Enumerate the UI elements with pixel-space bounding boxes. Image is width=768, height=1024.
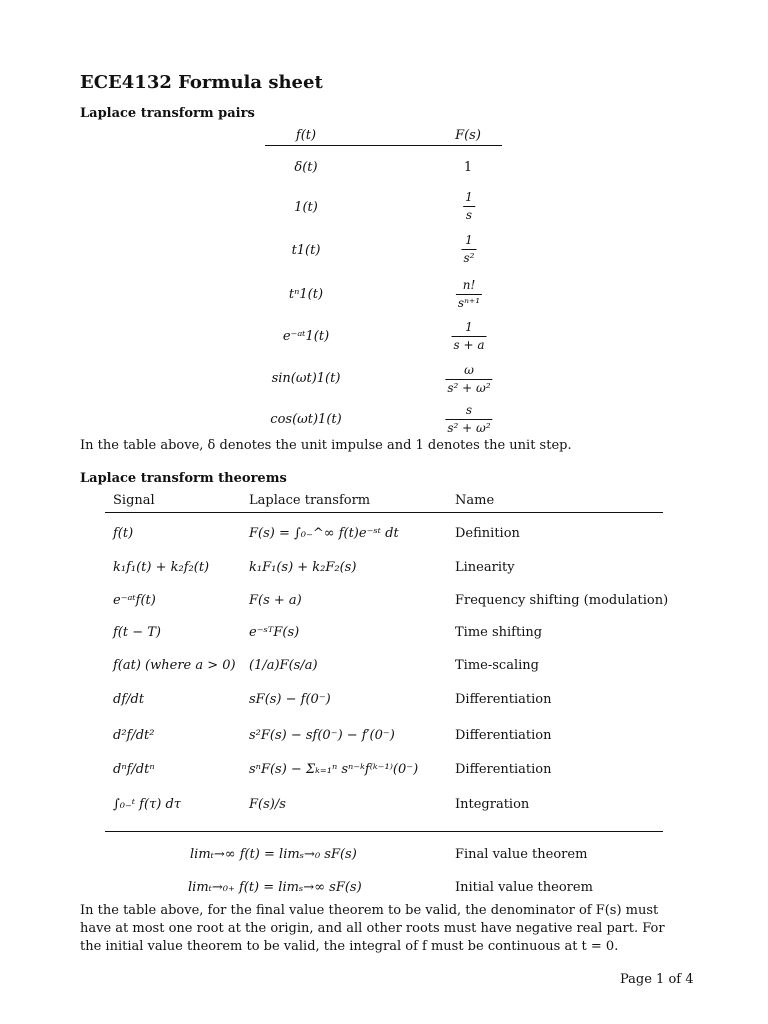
thm-name-8: Differentiation <box>455 762 552 777</box>
thm-name-3: Frequency shifting (modulation) <box>455 593 669 608</box>
page-footer: Page 1 of 4 <box>620 972 694 987</box>
theorems-col-lt: Laplace transform <box>249 493 371 508</box>
pair-ft-4: tⁿ1(t) <box>288 287 324 302</box>
thm-name-6: Differentiation <box>455 692 552 707</box>
pair-Fs-3 <box>462 233 477 265</box>
pair-Fs-5-num: 1 <box>465 320 473 334</box>
thm-signal-2: k₁f₁(t) + k₂f₂(t) <box>113 560 210 575</box>
pairs-heading: Laplace transform pairs <box>80 106 255 121</box>
thm-lt-4: e⁻ˢᵀF(s) <box>249 625 300 640</box>
page-title: ECE4132 Formula sheet <box>80 72 323 93</box>
final-value-expr: limₜ→∞ f(t) = limₛ→₀ sF(s) <box>190 847 357 862</box>
thm-signal-6: df/dt <box>113 692 145 707</box>
pair-Fs-4-den: sⁿ⁺¹ <box>457 296 481 310</box>
thm-name-1: Definition <box>455 526 520 541</box>
pair-Fs-4-num: n! <box>462 278 476 292</box>
thm-signal-4: f(t − T) <box>113 625 162 640</box>
thm-signal-8: dⁿf/dtⁿ <box>113 762 155 777</box>
pair-Fs-7 <box>445 403 492 435</box>
initial-value-name: Initial value theorem <box>455 880 593 895</box>
pair-Fs-5-den: s + a <box>453 338 485 352</box>
pair-Fs-6-den: s² + ω² <box>447 381 491 395</box>
thm-signal-5: f(at) (where a > 0) <box>113 658 236 673</box>
final-value-name: Final value theorem <box>455 847 588 862</box>
pair-Fs-2 <box>463 190 475 222</box>
thm-signal-7: d²f/dt² <box>113 728 155 743</box>
thm-name-4: Time shifting <box>455 625 543 640</box>
thm-name-2: Linearity <box>455 560 515 575</box>
pair-ft-7: cos(ωt)1(t) <box>270 412 342 427</box>
thm-signal-1: f(t) <box>113 526 134 541</box>
pair-Fs-6-num: ω <box>464 363 474 377</box>
pairs-col-Fs: F(s) <box>455 128 481 143</box>
thm-signal-9: ∫₀₋ᵗ f(τ) dτ <box>113 797 181 812</box>
theorems-col-signal: Signal <box>113 493 155 508</box>
pair-ft-5: e⁻ᵃᵗ1(t) <box>282 329 330 344</box>
thm-lt-9: F(s)/s <box>249 797 286 812</box>
pair-Fs-6 <box>445 363 492 395</box>
pair-Fs-7-num: s <box>465 403 473 417</box>
theorems-header-rule <box>105 512 663 513</box>
pair-ft-1: δ(t) <box>294 160 318 175</box>
pair-Fs-1: 1 <box>463 160 473 175</box>
pair-Fs-4 <box>456 278 482 310</box>
pair-ft-3: t1(t) <box>291 243 321 258</box>
thm-lt-5: (1/a)F(s/a) <box>249 658 318 673</box>
pair-Fs-2-den: s <box>465 208 473 222</box>
thm-name-5: Time-scaling <box>455 658 539 673</box>
thm-lt-6: sF(s) − f(0⁻) <box>249 692 331 707</box>
pair-Fs-2-num: 1 <box>465 190 473 204</box>
thm-lt-8: sⁿF(s) − Σₖ₌₁ⁿ sⁿ⁻ᵏf⁽ᵏ⁻¹⁾(0⁻) <box>249 762 419 777</box>
initial-value-expr: limₜ→₀₊ f(t) = limₛ→∞ sF(s) <box>188 880 362 895</box>
pair-Fs-7-den: s² + ω² <box>447 421 491 435</box>
thm-lt-7: s²F(s) − sf(0⁻) − f′(0⁻) <box>249 728 395 743</box>
theorems-heading: Laplace transform theorems <box>80 471 287 486</box>
pair-Fs-3-den: s² <box>463 251 475 265</box>
thm-name-9: Integration <box>455 797 530 812</box>
pair-Fs-3-num: 1 <box>465 233 473 247</box>
thm-lt-2: k₁F₁(s) + k₂F₂(s) <box>249 560 357 575</box>
pair-ft-2: 1(t) <box>294 200 318 215</box>
pairs-header-rule <box>265 145 502 146</box>
thm-signal-3: e⁻ᵃᵗf(t) <box>113 593 156 608</box>
theorems-col-name: Name <box>455 493 495 508</box>
pair-Fs-5 <box>452 320 487 352</box>
theorems-bottom-rule <box>105 831 663 832</box>
pairs-note: In the table above, δ denotes the unit impulse and 1 denotes the unit step. <box>80 438 572 453</box>
thm-lt-1: F(s) = ∫₀₋^∞ f(t)e⁻ˢᵗ dt <box>249 526 399 541</box>
thm-name-7: Differentiation <box>455 728 552 743</box>
pairs-col-ft: f(t) <box>295 128 317 143</box>
pair-ft-6: sin(ωt)1(t) <box>271 371 341 386</box>
theorems-note: In the table above, for the final value theorem to be valid, the denominator of F(s) must have at most one root at the origin, and all other roots must have negative real part. For the initial value theorem to be valid, the integral of f must be continuous at t = 0. <box>80 903 665 954</box>
thm-lt-3: F(s + a) <box>249 593 302 608</box>
